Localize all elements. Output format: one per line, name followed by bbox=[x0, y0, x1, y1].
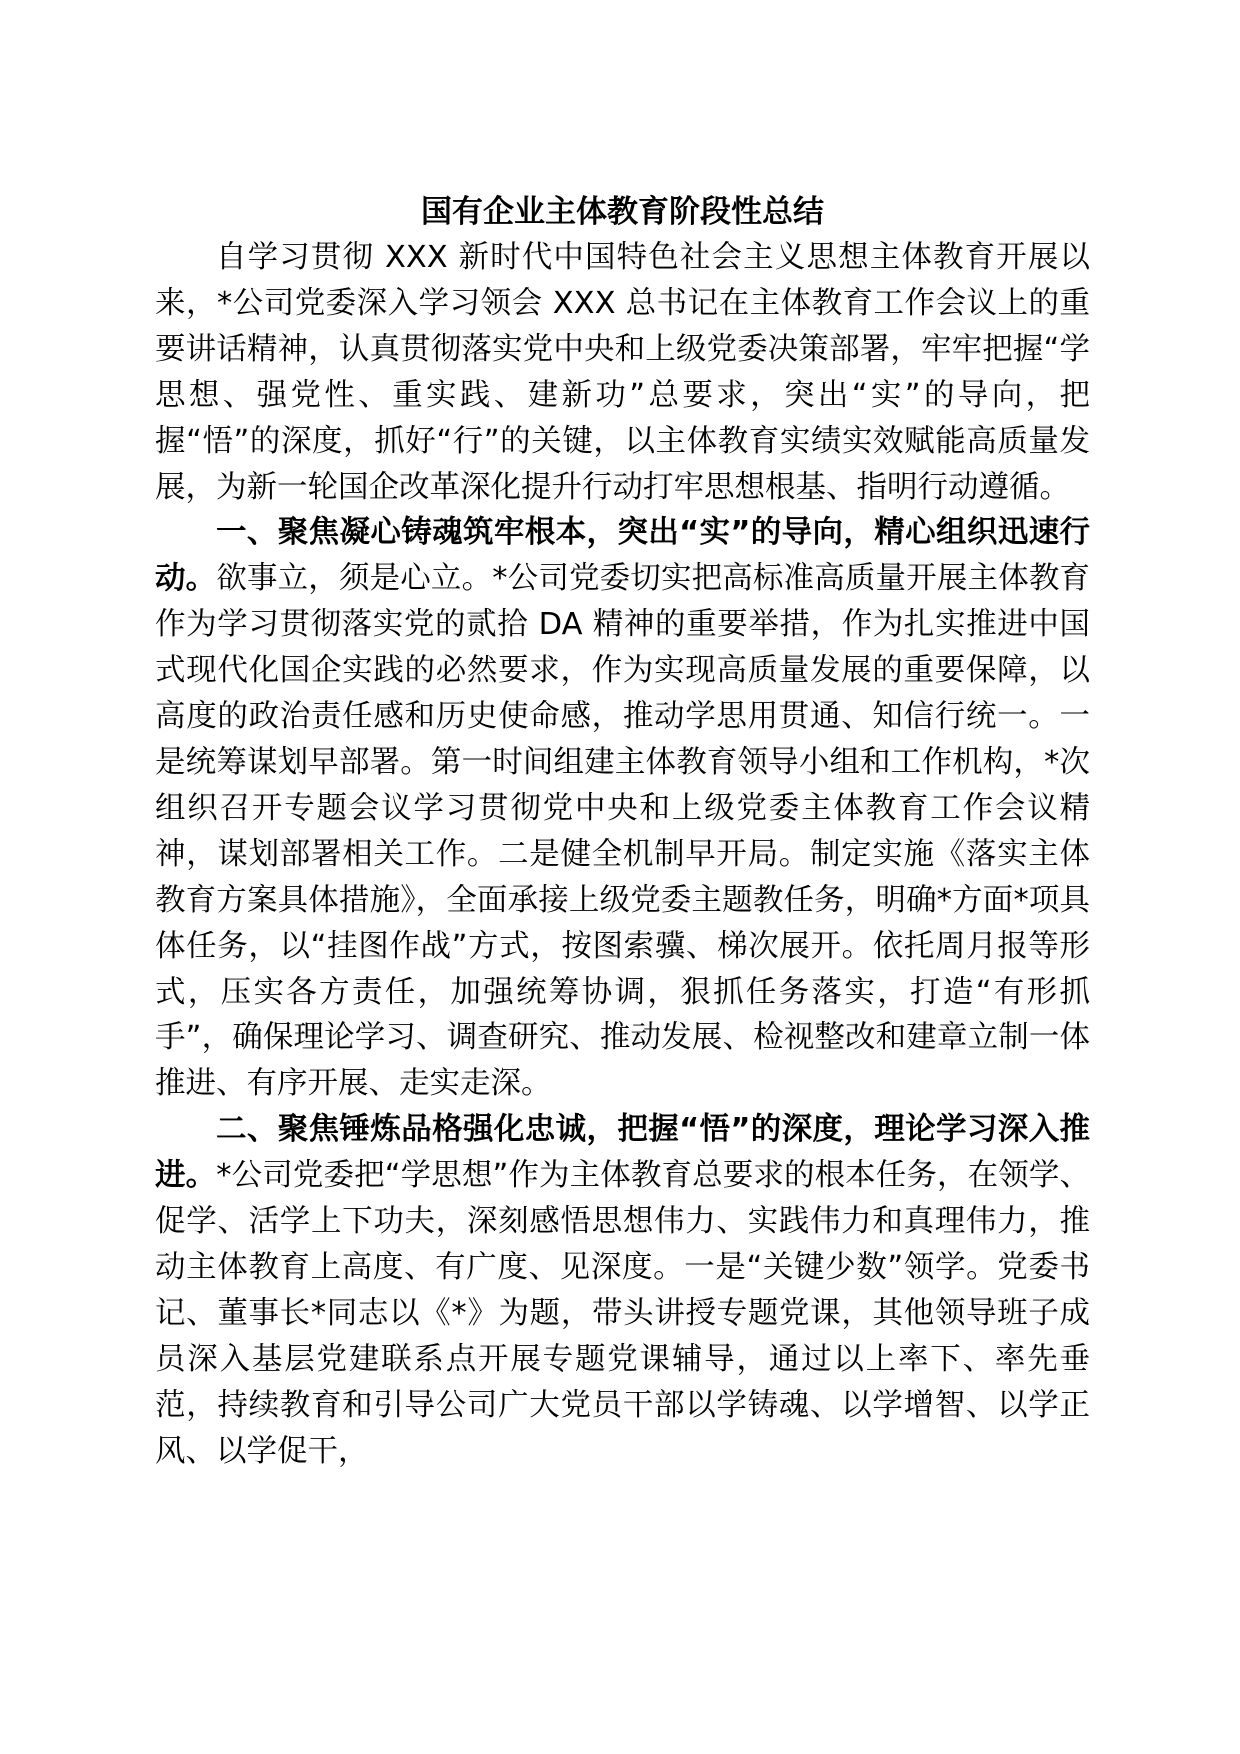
section-one-heading: 一、聚焦凝心铸魂筑牢根本，突出“实”的导向，精心组织迅速行动。 bbox=[155, 515, 1090, 597]
section-two-paragraph bbox=[155, 1107, 1090, 1474]
intro-paragraph bbox=[155, 235, 1090, 510]
document-body bbox=[155, 190, 1090, 1474]
paragraph-text: 自学习贯彻 XXX 新时代中国特色社会主义思想主体教育开展以来，*公司党委深入学习领会 XXX 总书记在主体教育工作会议上的重要讲话精神，认真贯彻落实党中央和上级党委决策部署，牢牢把握“学思想、强党性、重实践、建新功”总要求，突出“实”的导向，把握“悟”的深度，抓好“行”的关键，以主体教育实绩实效赋能高质量发展，为新一轮国企改革深化提升行动打牢思想根基、指明行动遵循。 bbox=[155, 240, 1090, 505]
section-one-paragraph bbox=[155, 510, 1090, 1107]
section-two-text: *公司党委把“学思想”作为主体教育总要求的根本任务，在领学、促学、活学上下功夫，深刻感悟思想伟力、实践伟力和真理伟力，推动主体教育上高度、有广度、见深度。一是“关键少数”领学。党委书记、董事长*同志以《*》为题，带头讲授专题党课，其他领导班子成员深入基层党建联系点开展专题党课辅导，通过以上率下、率先垂范，持续教育和引导公司广大党员干部以学铸魂、以学增智、以学正风、以学促干， bbox=[155, 1158, 1091, 1469]
document-title: 国有企业主体教育阶段性总结 bbox=[421, 194, 824, 230]
section-one-text: 欲事立，须是心立。*公司党委切实把高标准高质量开展主体教育作为学习贯彻落实党的贰拾 DA 精神的重要举措，作为扎实推进中国式现代化国企实践的必然要求，作为实现高质量发展的重要保障，以高度的政治责任感和历史使命感，推动学思用贯通、知信行统一。一是统筹谋划早部署。第一时间组建主体教育领导小组和工作机构，*次组织召开专题会议学习贯彻党中央和上级党委主体教育工作会议精神，谋划部署相关工作。二是健全机制早开局。制定实施《落实主体教育方案具体措施》，全面承接上级党委主题教任务，明确*方面*项具体任务，以“挂图作战”方式，按图索骥、梯次展开。依托周月报等形式，压实各方责任，加强统筹协调，狠抓任务落实，打造“有形抓手”，确保理论学习、调查研究、推动发展、检视整改和建章立制一体推进、有序开展、走实走深。 bbox=[155, 561, 1091, 1102]
section-two-heading: 二、聚焦锤炼品格强化忠诚，把握“悟”的深度，理论学习深入推进。 bbox=[155, 1112, 1090, 1194]
